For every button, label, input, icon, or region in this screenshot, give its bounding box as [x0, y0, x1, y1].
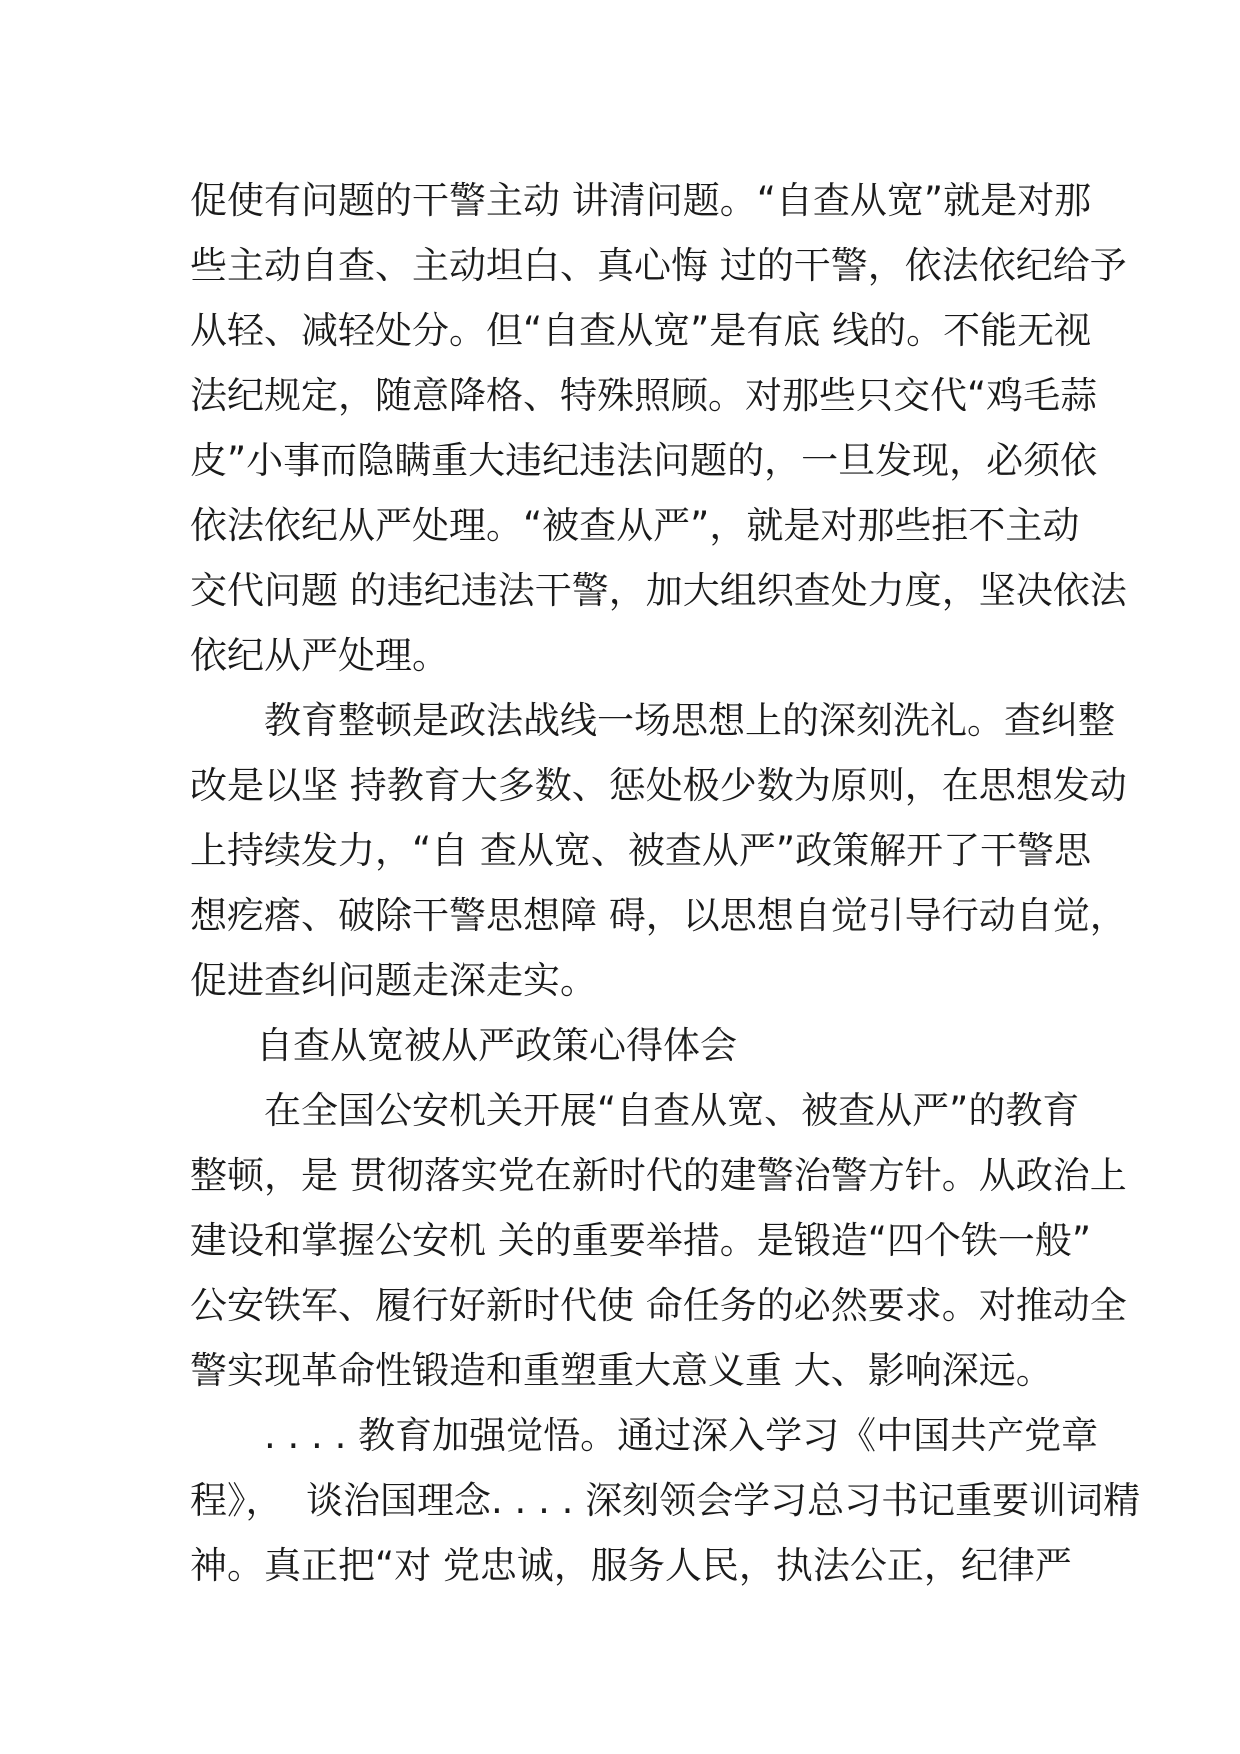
text-line: 神。真正把“对 党忠诚，服务人民，执法公正，纪律严 — [190, 1544, 1072, 1587]
text-line: 整顿，是 贯彻落实党在新时代的建警治警方针。从政治上 — [190, 1154, 1127, 1197]
text-line: 促进查纠问题走深走实。 — [190, 959, 597, 1002]
text-line: 些主动自查、主动坦白、真心悔 过的干警，依法依纪给予 — [190, 244, 1127, 287]
text-line: 依法依纪从严处理。“被查从严”，就是对那些拒不主动 — [190, 504, 1080, 547]
text-line: . . . . 教育加强觉悟。通过深入学习《中国共产党章 — [190, 1414, 1099, 1457]
text-line: 促使有问题的干警主动 讲清问题。“自查从宽”就是对那 — [190, 179, 1092, 222]
text-line: 警实现革命性锻造和重塑重大意义重 大、影响深远。 — [190, 1349, 1053, 1392]
body-text — [190, 168, 1141, 1598]
text-line: 教育整顿是政法战线一场思想上的深刻洗礼。查纠整 — [190, 699, 1115, 742]
text-line: 法纪规定，随意降格、特殊照顾。对那些只交代“鸡毛蒜 — [190, 374, 1098, 417]
text-line: 改是以坚 持教育大多数、惩处极少数为原则，在思想发动 — [190, 764, 1127, 807]
text-line: 上持续发力，“自 查从宽、被查从严”政策解开了干警思 — [190, 829, 1092, 872]
text-line: 想疙瘩、破除干警思想障 碍，以思想自觉引导行动自觉， — [190, 894, 1127, 937]
text-line: 程》， 谈治国理念. . . . 深刻领会学习总习书记重要训词精 — [190, 1479, 1141, 1522]
section-heading: 自查从宽被从严政策心得体会 — [256, 1024, 737, 1067]
text-line: 从轻、减轻处分。但“自查从宽”是有底 线的。不能无视 — [190, 309, 1092, 352]
text-line: 皮”小事而隐瞒重大违纪违法问题的，一旦发现，必须依 — [190, 439, 1098, 482]
text-line: 依纪从严处理。 — [190, 634, 449, 677]
text-line: 交代问题 的违纪违法干警，加大组织查处力度，坚决依法 — [190, 569, 1127, 612]
text-line: 在全国公安机关开展“自查从宽、被查从严”的教育 — [190, 1089, 1080, 1132]
text-line: 公安铁军、履行好新时代使 命任务的必然要求。对推动全 — [190, 1284, 1127, 1327]
text-line: 建设和掌握公安机 关的重要举措。是锻造“四个铁一般” — [190, 1219, 1092, 1262]
